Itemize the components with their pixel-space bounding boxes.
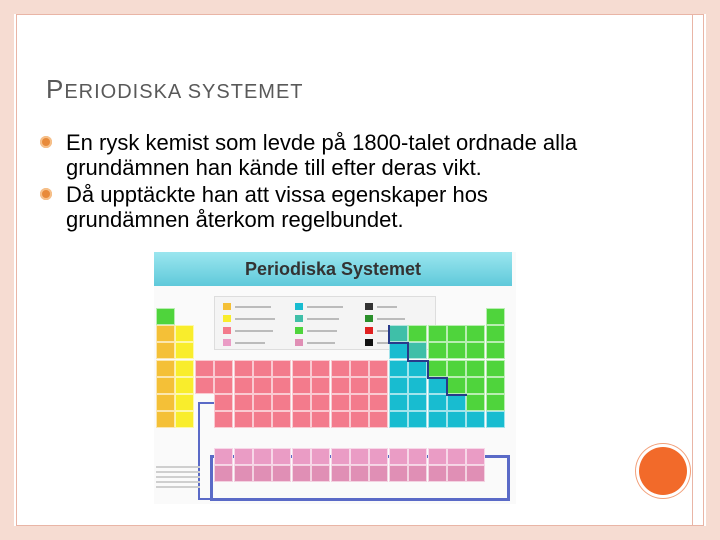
element-cell	[272, 394, 291, 411]
element-cell	[175, 411, 194, 428]
element-cell	[428, 448, 447, 465]
element-cell	[466, 411, 485, 428]
element-cell	[311, 377, 330, 394]
element-cell	[272, 465, 291, 482]
element-cell	[369, 360, 388, 377]
metalloid-boundary	[407, 360, 428, 362]
element-cell	[234, 394, 253, 411]
element-cell	[311, 448, 330, 465]
element-cell	[486, 325, 505, 342]
element-cell	[175, 342, 194, 359]
bullet-list	[40, 130, 600, 234]
element-cell	[311, 360, 330, 377]
periodic-table-image	[154, 252, 516, 504]
element-cell	[214, 411, 233, 428]
element-cell	[331, 465, 350, 482]
element-cell	[292, 411, 311, 428]
element-cell	[428, 465, 447, 482]
element-cell	[156, 325, 175, 342]
element-cell	[486, 377, 505, 394]
element-cell	[331, 377, 350, 394]
element-cell	[428, 394, 447, 411]
element-cell	[466, 465, 485, 482]
element-cell	[428, 377, 447, 394]
bullet-item	[40, 182, 600, 232]
element-cell	[486, 360, 505, 377]
element-cell	[175, 394, 194, 411]
element-cell	[253, 360, 272, 377]
element-cell	[234, 377, 253, 394]
element-cell	[311, 394, 330, 411]
bullet-item	[40, 130, 600, 180]
element-cell	[466, 342, 485, 359]
element-cell	[466, 377, 485, 394]
element-cell	[389, 342, 408, 359]
element-cell	[234, 465, 253, 482]
element-cell	[389, 465, 408, 482]
element-cell	[447, 394, 466, 411]
element-cell	[466, 325, 485, 342]
element-cell	[486, 394, 505, 411]
element-cell	[195, 377, 214, 394]
element-cell	[447, 465, 466, 482]
element-cell	[292, 448, 311, 465]
element-cell	[331, 411, 350, 428]
metalloid-boundary	[427, 360, 429, 378]
right-divider	[692, 14, 693, 526]
element-cell	[486, 411, 505, 428]
element-cell	[447, 360, 466, 377]
element-cell	[292, 377, 311, 394]
element-cell	[156, 360, 175, 377]
slide-title-rest: ERIODISKA SYSTEMET	[64, 81, 304, 103]
bullet-text: En rysk kemist som levde på 1800-talet ordnade alla grundämnen han kände till efter deras vikt.	[66, 130, 578, 180]
element-cell	[486, 342, 505, 359]
element-cell	[447, 342, 466, 359]
element-cell	[350, 377, 369, 394]
element-cell	[486, 308, 505, 325]
element-cell	[234, 411, 253, 428]
element-cell	[408, 394, 427, 411]
element-cell	[234, 360, 253, 377]
element-cell	[331, 360, 350, 377]
element-cell	[331, 448, 350, 465]
element-cell	[408, 342, 427, 359]
element-cell	[214, 377, 233, 394]
element-cell	[214, 448, 233, 465]
element-cell	[292, 394, 311, 411]
periodic-table-heading: Periodiska Systemet	[154, 252, 512, 286]
element-cell	[214, 360, 233, 377]
element-cell	[156, 342, 175, 359]
element-cell	[408, 325, 427, 342]
element-cell	[428, 360, 447, 377]
element-cell	[272, 377, 291, 394]
element-cell	[272, 411, 291, 428]
slide-title	[46, 74, 304, 105]
metalloid-boundary	[388, 325, 390, 343]
element-cell	[175, 360, 194, 377]
element-cell	[311, 465, 330, 482]
element-cell	[253, 394, 272, 411]
element-cell	[389, 377, 408, 394]
element-cell	[156, 411, 175, 428]
element-cell	[447, 448, 466, 465]
element-cell	[466, 448, 485, 465]
element-cell	[350, 394, 369, 411]
element-cell	[253, 448, 272, 465]
metalloid-boundary	[427, 377, 448, 379]
element-cell	[350, 448, 369, 465]
element-cell	[369, 448, 388, 465]
element-cell	[389, 411, 408, 428]
element-cell	[408, 377, 427, 394]
element-cell	[389, 325, 408, 342]
element-cell	[408, 411, 427, 428]
element-cell	[272, 360, 291, 377]
metalloid-boundary	[446, 377, 448, 395]
slide-title-first-letter: P	[46, 74, 65, 104]
bullet-icon	[40, 188, 52, 200]
element-cell	[447, 325, 466, 342]
element-cell	[311, 411, 330, 428]
element-cell	[253, 411, 272, 428]
element-cell	[253, 465, 272, 482]
element-cell	[447, 411, 466, 428]
element-cell	[175, 377, 194, 394]
element-cell	[466, 394, 485, 411]
element-cell	[408, 465, 427, 482]
element-cell	[350, 360, 369, 377]
element-cell	[408, 448, 427, 465]
bullet-text: Då upptäckte han att vissa egenskaper hos grundämnen återkom regelbundet.	[66, 182, 488, 232]
element-cell	[234, 448, 253, 465]
element-cell	[292, 360, 311, 377]
element-cell	[447, 377, 466, 394]
element-cell	[214, 394, 233, 411]
element-cell	[175, 325, 194, 342]
element-cell	[428, 411, 447, 428]
bullet-icon	[40, 136, 52, 148]
element-cell	[389, 360, 408, 377]
element-cell	[253, 377, 272, 394]
element-cell	[428, 342, 447, 359]
element-cell	[369, 411, 388, 428]
element-cell	[369, 394, 388, 411]
element-cell	[272, 448, 291, 465]
element-cell	[428, 325, 447, 342]
element-cell	[369, 465, 388, 482]
accent-circle	[639, 447, 687, 495]
metalloid-boundary	[446, 394, 467, 396]
element-cell	[389, 394, 408, 411]
element-cell	[156, 394, 175, 411]
element-cell	[156, 377, 175, 394]
metalloid-boundary	[388, 342, 409, 344]
element-cell	[389, 448, 408, 465]
element-cell	[350, 411, 369, 428]
element-cell	[195, 360, 214, 377]
element-cell	[214, 465, 233, 482]
metalloid-boundary	[407, 342, 409, 360]
element-cell	[331, 394, 350, 411]
element-cell	[408, 360, 427, 377]
element-cell	[369, 377, 388, 394]
element-cell	[466, 360, 485, 377]
element-cell	[292, 465, 311, 482]
footnote-lines	[156, 466, 200, 496]
element-cell	[350, 465, 369, 482]
element-cell	[156, 308, 175, 325]
